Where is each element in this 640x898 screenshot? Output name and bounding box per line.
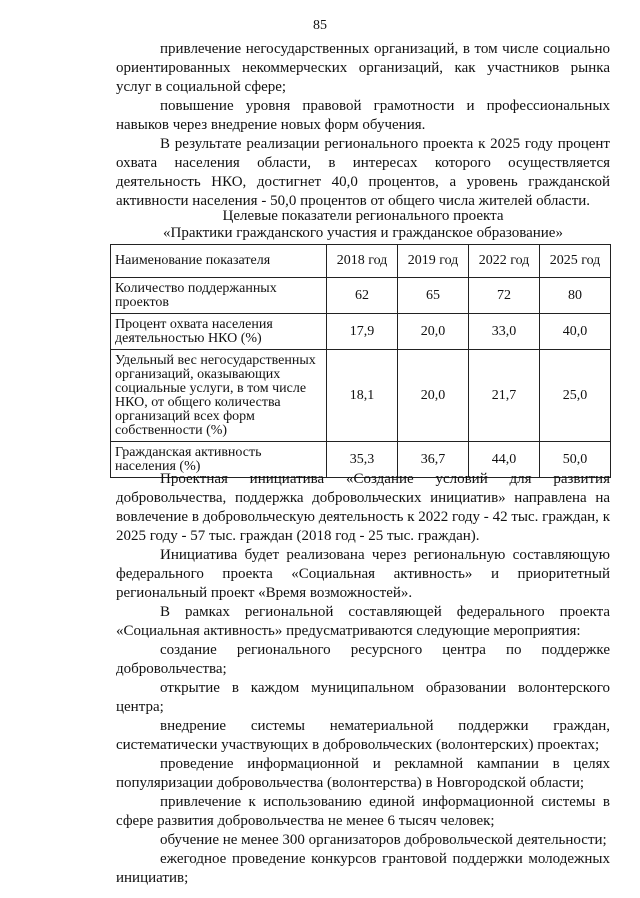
paragraph: Проектная инициатива «Создание условий для развития добровольчества, поддержка добровольческих инициатив» направлена на вовлечение в добровольческую деятельность к 2022 году - 42 тыс. граждан, к 2025 году - 57 тыс. граждан (2018 год - 25 тыс. граждан). (116, 471, 610, 544)
header-year: 2025 год (540, 245, 611, 278)
indicator-name: Количество поддержанных проектов (111, 278, 327, 314)
indicator-name: Гражданская активность населения (%) (111, 442, 327, 478)
table-cell: 72 (469, 278, 540, 314)
indicator-name: Удельный вес негосударственных организаций, оказывающих социальные услуги, в том числе НКО, от общего количества организаций всех форм собственности (%) (111, 350, 327, 442)
table-cell: 20,0 (398, 314, 469, 350)
list-item: ежегодное проведение конкурсов грантовой поддержки молодежных инициатив; (116, 851, 610, 886)
header-year: 2018 год (327, 245, 398, 278)
table-cell: 36,7 (398, 442, 469, 478)
paragraph: В рамках региональной составляющей федерального проекта «Социальная активность» предусматриваются следующие мероприятия: (116, 604, 610, 639)
list-item: проведение информационной и рекламной кампании в целях популяризации добровольчества (волонтерства) в Новгородской области; (116, 756, 610, 791)
table-cell: 65 (398, 278, 469, 314)
table-cell: 40,0 (540, 314, 611, 350)
top-text (116, 40, 610, 211)
list-item: создание регионального ресурсного центра по поддержке добровольчества; (116, 642, 610, 677)
table-row (111, 350, 611, 442)
list-item: обучение не менее 300 организаторов добровольческой деятельности; (160, 832, 607, 848)
header-indicator-name: Наименование показателя (111, 245, 327, 278)
indicators-table (110, 244, 611, 478)
paragraph: привлечение негосударственных организаций, в том числе социально ориентированных некоммерческих организаций, как участников рынка услуг в социальной сфере; (116, 41, 610, 95)
table-caption-line1: Целевые показатели регионального проекта (222, 208, 504, 224)
table-cell: 44,0 (469, 442, 540, 478)
list-item: внедрение системы нематериальной поддержки граждан, систематически участвующих в добровольческих (волонтерских) проектах; (116, 718, 610, 753)
header-year: 2019 год (398, 245, 469, 278)
list-item: открытие в каждом муниципальном образовании волонтерского центра; (116, 680, 610, 715)
table-cell: 50,0 (540, 442, 611, 478)
table-cell: 17,9 (327, 314, 398, 350)
table-cell: 62 (327, 278, 398, 314)
table-row (111, 278, 611, 314)
paragraph: повышение уровня правовой грамотности и профессиональных навыков через внедрение новых форм обучения. (116, 98, 610, 133)
table-header-row (111, 245, 611, 278)
table-cell: 80 (540, 278, 611, 314)
paragraph: В результате реализации регионального проекта к 2025 году процент охвата населения области, в интересах которого осуществляется деятельность НКО, достигнет 40,0 процентов, а уровень гражданской активности населения - 50,0 процентов от общего числа жителей области. (116, 136, 610, 209)
bottom-text (116, 470, 610, 888)
indicator-name: Процент охвата населения деятельностью НКО (%) (111, 314, 327, 350)
table-cell: 21,7 (469, 350, 540, 442)
list-item: привлечение к использованию единой информационной системы в сфере развития добровольчества не менее 6 тысяч человек; (116, 794, 610, 829)
table-caption-line2: «Практики гражданского участия и гражданское образование» (163, 225, 563, 241)
table-row (111, 314, 611, 350)
page-number: 85 (313, 18, 327, 33)
table-cell: 20,0 (398, 350, 469, 442)
table-cell: 18,1 (327, 350, 398, 442)
table-cell: 25,0 (540, 350, 611, 442)
table-cell: 33,0 (469, 314, 540, 350)
table-caption (116, 208, 610, 242)
table-cell: 35,3 (327, 442, 398, 478)
header-year: 2022 год (469, 245, 540, 278)
paragraph: Инициатива будет реализована через региональную составляющую федерального проекта «Социальная активность» и приоритетный региональный проект «Время возможностей». (116, 547, 610, 601)
